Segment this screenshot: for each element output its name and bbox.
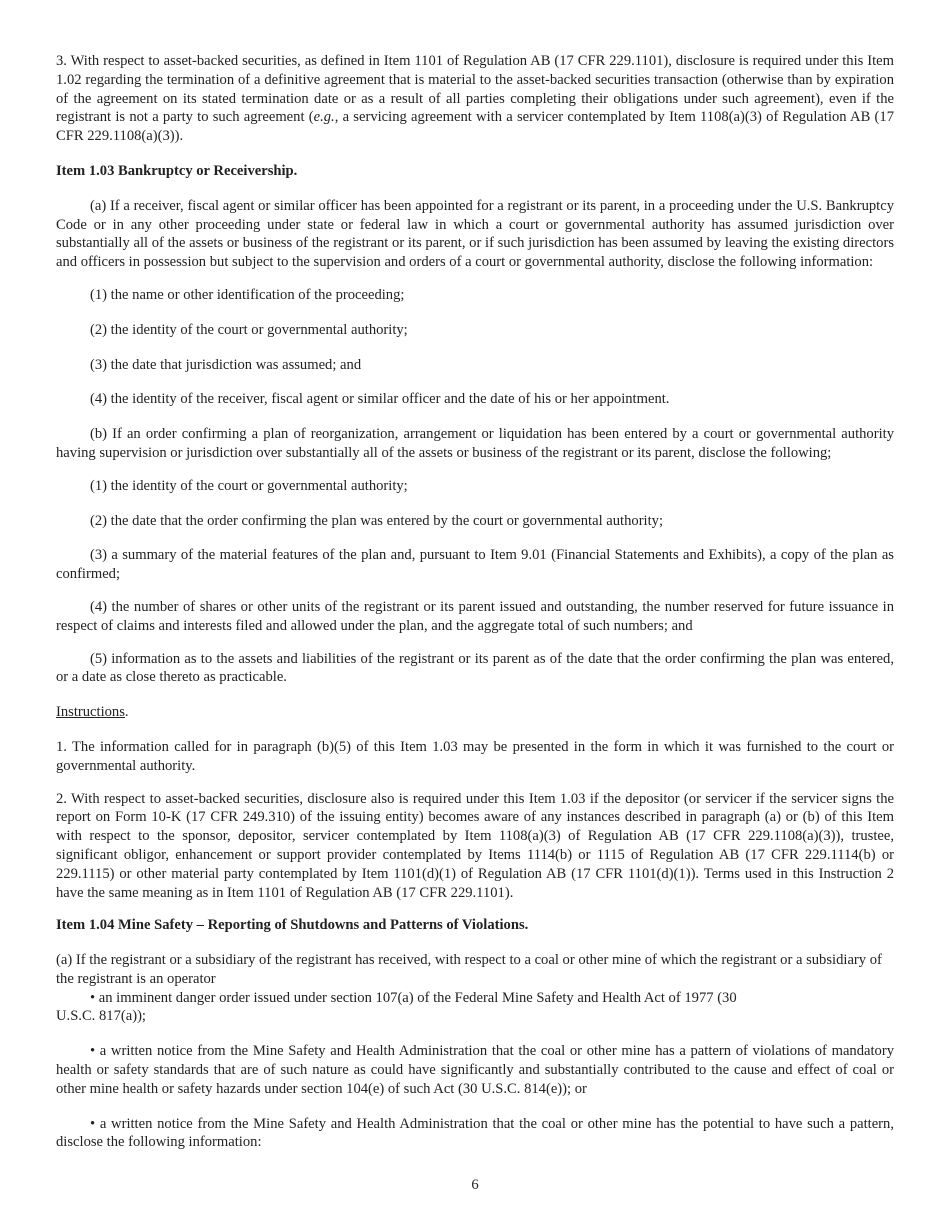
list-item: (5) information as to the assets and liabilities of the registrant or its parent as of the date that the order confirming the plan was entered, or a date as close thereto as practicable. — [56, 650, 894, 686]
list-item: (4) the identity of the receiver, fiscal agent or similar officer and the date of his or her appointment. — [90, 391, 670, 408]
item-1-04-para-a: (a) If the registrant or a subsidiary of the registrant has received, with respect to a coal or other mine of which the registrant or a subsidiary of the registrant is an operator — [56, 952, 882, 987]
bullet-2: • a written notice from the Mine Safety and Health Administration that the coal or other mine has a pattern of violations of mandatory health or safety standards that are of such nature as could have significantly and substantially contributed to the cause and effect of coal or other mine health or safety hazards under section 104(e) of such Act (30 U.S.C. 814(e)); or — [56, 1043, 894, 1097]
paragraph-3: 3. With respect to asset-backed securities, as defined in Item 1101 of Regulation AB (17 CFR 229.1101), disclosure is required under this Item 1.02 regarding the termination of a definitive agreement that is material to the asset-backed securities transaction (otherwise than by expiration of the agreement on its stated termination date or as a result of all parties completing their obligations under such agreement), even if the registrant is not a party to such agreement (e.g., a servicing agreement with a servicer contemplated by Item 1108(a)(3) of Regulation AB (17 CFR 229.1108(a)(3)). — [56, 53, 894, 145]
list-item: (4) the number of shares or other units of the registrant or its parent issued and outstanding, the number reserved for future issuance in respect of claims and interests filed and allowed under the plan, and the aggregate total of such numbers; and — [56, 598, 894, 634]
item-1-03-heading: Item 1.03 Bankruptcy or Receivership. — [56, 162, 298, 179]
document-page — [56, 52, 894, 1152]
list-item: (1) the name or other identification of the proceeding; — [90, 286, 405, 303]
item-1-04-heading: Item 1.04 Mine Safety – Reporting of Shutdowns and Patterns of Violations. — [56, 917, 529, 934]
bullet-3: • a written notice from the Mine Safety and Health Administration that the coal or other mine has the potential to have such a pattern, disclose the following information: — [56, 1115, 894, 1151]
eg-italic: e.g. — [313, 109, 335, 126]
bullet-1-line-2: U.S.C. 817(a)); — [56, 1008, 146, 1025]
instructions-label: Instructions. — [56, 704, 129, 721]
list-item: (2) the identity of the court or governmental authority; — [90, 321, 408, 338]
list-item: (1) the identity of the court or governmental authority; — [90, 477, 408, 494]
list-item: (3) the date that jurisdiction was assumed; and — [90, 356, 362, 373]
instruction-2: 2. With respect to asset-backed securities, disclosure also is required under this Item 1.03 if the depositor (or servicer if the servicer signs the report on Form 10-K (17 CFR 249.310) of the issuing entity) becomes aware of any instances described in paragraph (a) or (b) of this Item with respect to the sponsor, depositor, servicer contemplated by Item 1108(a)(3) of Regulation AB (17 CFR 229.1108(a)(3)), trustee, significant obligor, enhancement or support provider contemplated by Items 1114(b) or 1115 of Regulation AB (17 CFR 229.1114(b) or 229.1115) or other material party contemplated by Item 1101(d)(1) of Regulation AB (17 CFR 1101(d)(1)). Terms used in this Instruction 2 have the same meaning as in Item 1101 of Regulation AB (17 CFR 229.1101). — [56, 790, 894, 901]
item-1-03-para-a: (a) If a receiver, fiscal agent or similar officer has been appointed for a registrant or its parent, in a proceeding under the U.S. Bankruptcy Code or in any other proceeding under state or federal law in which a court or governmental authority has assumed jurisdiction over substantially all of the assets or business of the registrant or its parent, or if such jurisdiction has been assumed by leaving the existing directors and officers in possession but subject to the supervision and orders of a court or governmental authority, disclose the following information: — [56, 197, 894, 271]
instruction-1: 1. The information called for in paragraph (b)(5) of this Item 1.03 may be presented in the form in which it was furnished to the court or governmental authority. — [56, 738, 894, 774]
list-item: (3) a summary of the material features of the plan and, pursuant to Item 9.01 (Financial Statements and Exhibits), a copy of the plan as confirmed; — [56, 547, 894, 583]
bullet-1-line-1: • an imminent danger order issued under section 107(a) of the Federal Mine Safety and Health Act of 1977 (30 — [90, 989, 737, 1006]
list-item: (2) the date that the order confirming the plan was entered by the court or governmental authority; — [90, 512, 664, 529]
page-number: 6 — [471, 1177, 479, 1193]
item-1-03-para-b: (b) If an order confirming a plan of reorganization, arrangement or liquidation has been entered by a court or governmental authority having supervision or jurisdiction over substantially all of the assets or business of the registrant or its parent, disclose the following; — [56, 426, 894, 461]
